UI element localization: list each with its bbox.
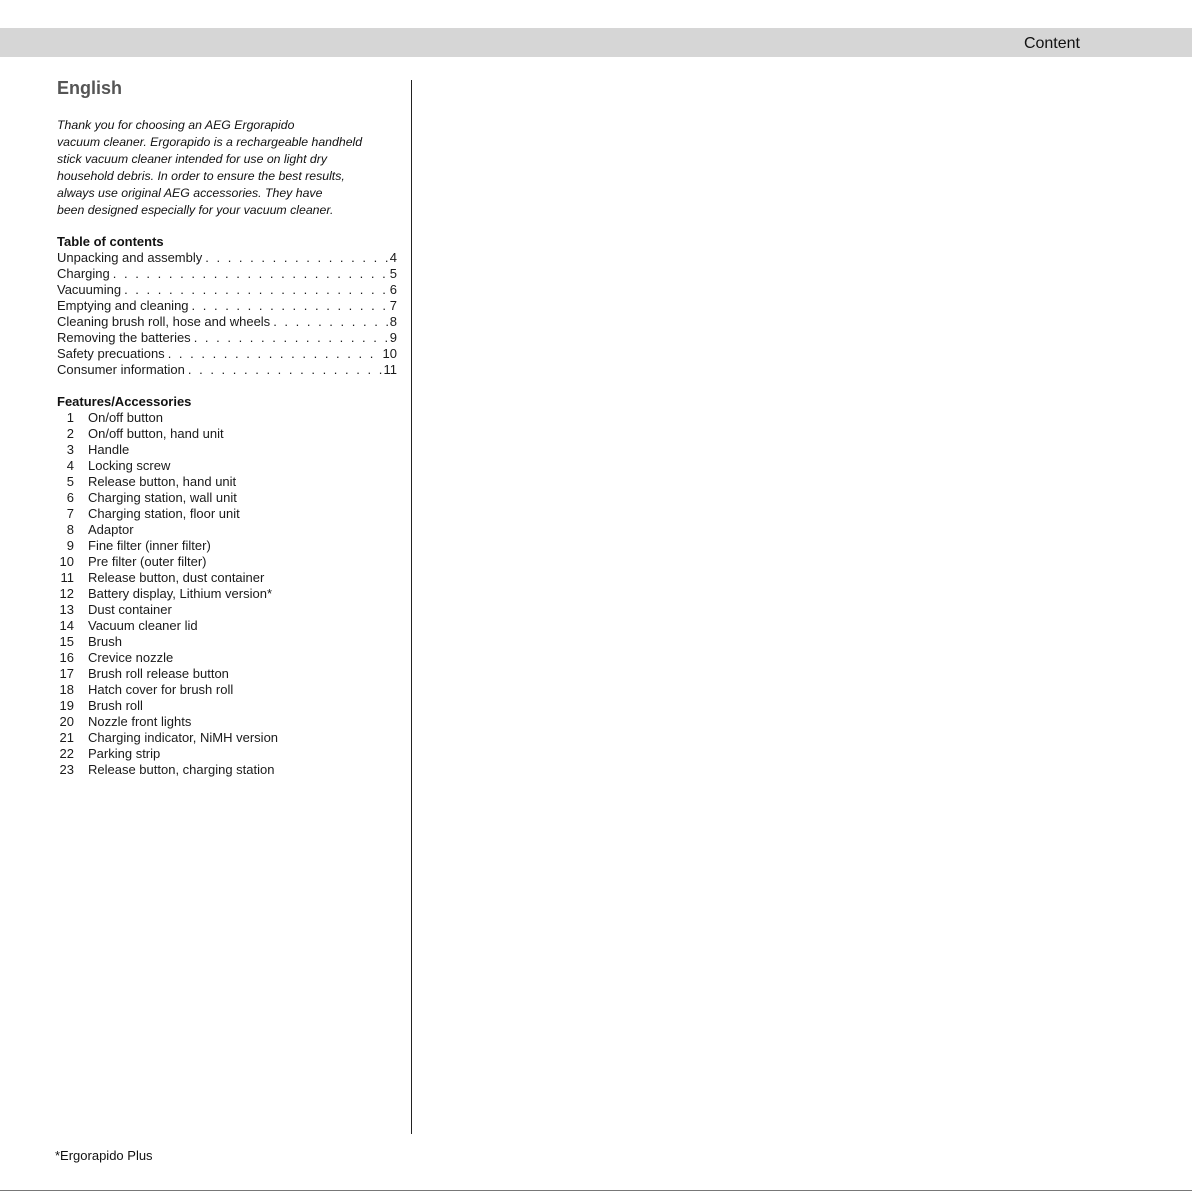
column-divider [411, 80, 412, 1134]
feature-label: Crevice nozzle [88, 650, 174, 665]
feature-number: 19 [59, 698, 74, 713]
feature-number: 18 [59, 682, 74, 697]
list-item [57, 474, 397, 490]
feature-number: 17 [59, 666, 74, 681]
table-of-contents [57, 250, 397, 378]
feature-label: Release button, dust container [88, 570, 265, 585]
feature-number: 13 [59, 602, 74, 617]
list-item [57, 762, 397, 778]
header-bar [0, 28, 1192, 57]
intro-line: been designed especially for your vacuum cleaner. [57, 203, 334, 217]
toc-leader-dots [273, 314, 389, 330]
list-item [57, 426, 397, 442]
toc-leader-dots [124, 282, 389, 298]
list-item [57, 506, 397, 522]
toc-leader-dots [168, 346, 382, 362]
feature-label: Battery display, Lithium version* [88, 586, 273, 601]
toc-entry-page: 10 [382, 346, 397, 361]
feature-label: Parking strip [88, 746, 161, 761]
list-item [57, 618, 397, 634]
list-item [57, 650, 397, 666]
feature-label: Dust container [88, 602, 172, 617]
feature-label: Hatch cover for brush roll [88, 682, 234, 697]
list-item [57, 442, 397, 458]
feature-number: 15 [59, 634, 74, 649]
intro-paragraph [57, 117, 397, 219]
feature-number: 6 [66, 490, 74, 505]
list-item [57, 570, 397, 586]
feature-number: 7 [66, 506, 74, 521]
toc-leader-dots [194, 330, 389, 346]
feature-number: 10 [59, 554, 74, 569]
feature-number: 4 [66, 458, 74, 473]
feature-number: 11 [60, 570, 74, 585]
toc-entry-title: Emptying and cleaning [57, 298, 189, 313]
feature-number: 2 [66, 426, 74, 441]
feature-label: Pre filter (outer filter) [88, 554, 207, 569]
toc-leader-dots [188, 362, 383, 378]
toc-leader-dots [192, 298, 389, 314]
toc-entry-page: 11 [383, 362, 397, 377]
feature-number: 1 [66, 410, 74, 425]
list-item [57, 602, 397, 618]
feature-label: Charging indicator, NiMH version [88, 730, 279, 745]
toc-entry-removing-batteries[interactable] [57, 330, 397, 346]
list-item [57, 698, 397, 714]
toc-entry-title: Removing the batteries [57, 330, 191, 345]
toc-entry-title: Unpacking and assembly [57, 250, 203, 265]
feature-number: 21 [59, 730, 74, 745]
feature-label: Charging station, floor unit [88, 506, 240, 521]
feature-number: 14 [59, 618, 74, 633]
intro-line: stick vacuum cleaner intended for use on light dry [57, 152, 327, 166]
list-item [57, 490, 397, 506]
toc-entry-page: 9 [389, 330, 397, 345]
list-item [57, 746, 397, 762]
feature-number: 16 [59, 650, 74, 665]
list-item [57, 554, 397, 570]
intro-line: household debris. In order to ensure the best results, [57, 169, 345, 183]
toc-heading: Table of contents [57, 234, 164, 249]
feature-label: Nozzle front lights [88, 714, 192, 729]
toc-entry-cleaning-brush-roll[interactable] [57, 314, 397, 330]
toc-entry-unpacking[interactable] [57, 250, 397, 266]
feature-label: Brush roll [88, 698, 143, 713]
feature-number: 9 [66, 538, 74, 553]
toc-entry-consumer-info[interactable] [57, 362, 397, 378]
feature-label: On/off button, hand unit [88, 426, 224, 441]
feature-label: Vacuum cleaner lid [88, 618, 198, 633]
toc-entry-title: Consumer information [57, 362, 185, 377]
bottom-divider [0, 1190, 1192, 1191]
feature-number: 3 [66, 442, 74, 457]
feature-label: Brush [88, 634, 122, 649]
list-item [57, 458, 397, 474]
toc-entry-page: 7 [389, 298, 397, 313]
toc-entry-page: 5 [389, 266, 397, 281]
list-item [57, 538, 397, 554]
toc-leader-dots [205, 250, 389, 266]
toc-entry-charging[interactable] [57, 266, 397, 282]
feature-label: Locking screw [88, 458, 171, 473]
footnote: *Ergorapido Plus [55, 1148, 153, 1163]
list-item [57, 730, 397, 746]
toc-entry-page: 4 [389, 250, 397, 265]
features-heading: Features/Accessories [57, 394, 192, 409]
feature-label: Release button, charging station [88, 762, 275, 777]
header-title: Content [1023, 35, 1080, 52]
toc-entry-title: Charging [57, 266, 110, 281]
feature-label: Brush roll release button [88, 666, 229, 681]
toc-entry-title: Vacuuming [57, 282, 122, 297]
list-item [57, 666, 397, 682]
toc-entry-page: 6 [389, 282, 397, 297]
intro-line: Thank you for choosing an AEG Ergorapido [57, 118, 295, 132]
feature-number: 8 [66, 522, 74, 537]
features-list [57, 410, 397, 778]
intro-line: always use original AEG accessories. They have [57, 186, 323, 200]
list-item [57, 634, 397, 650]
feature-number: 12 [59, 586, 74, 601]
list-item [57, 682, 397, 698]
toc-entry-emptying[interactable] [57, 298, 397, 314]
list-item [57, 522, 397, 538]
feature-number: 23 [59, 762, 74, 777]
intro-line: vacuum cleaner. Ergorapido is a rechargeable handheld [57, 135, 363, 149]
list-item [57, 410, 397, 426]
feature-label: Release button, hand unit [88, 474, 237, 489]
toc-entry-vacuuming[interactable] [57, 282, 397, 298]
feature-number: 20 [59, 714, 74, 729]
toc-entry-title: Safety precuations [57, 346, 165, 361]
list-item [57, 586, 397, 602]
feature-number: 22 [59, 746, 74, 761]
feature-label: On/off button [88, 410, 163, 425]
feature-label: Adaptor [88, 522, 134, 537]
toc-entry-title: Cleaning brush roll, hose and wheels [57, 314, 271, 329]
feature-label: Charging station, wall unit [88, 490, 237, 505]
section-heading: English [57, 78, 123, 98]
toc-leader-dots [113, 266, 389, 282]
feature-label: Fine filter (inner filter) [88, 538, 211, 553]
toc-entry-page: 8 [389, 314, 397, 329]
feature-label: Handle [88, 442, 130, 457]
feature-number: 5 [66, 474, 74, 489]
toc-entry-safety[interactable] [57, 346, 397, 362]
list-item [57, 714, 397, 730]
